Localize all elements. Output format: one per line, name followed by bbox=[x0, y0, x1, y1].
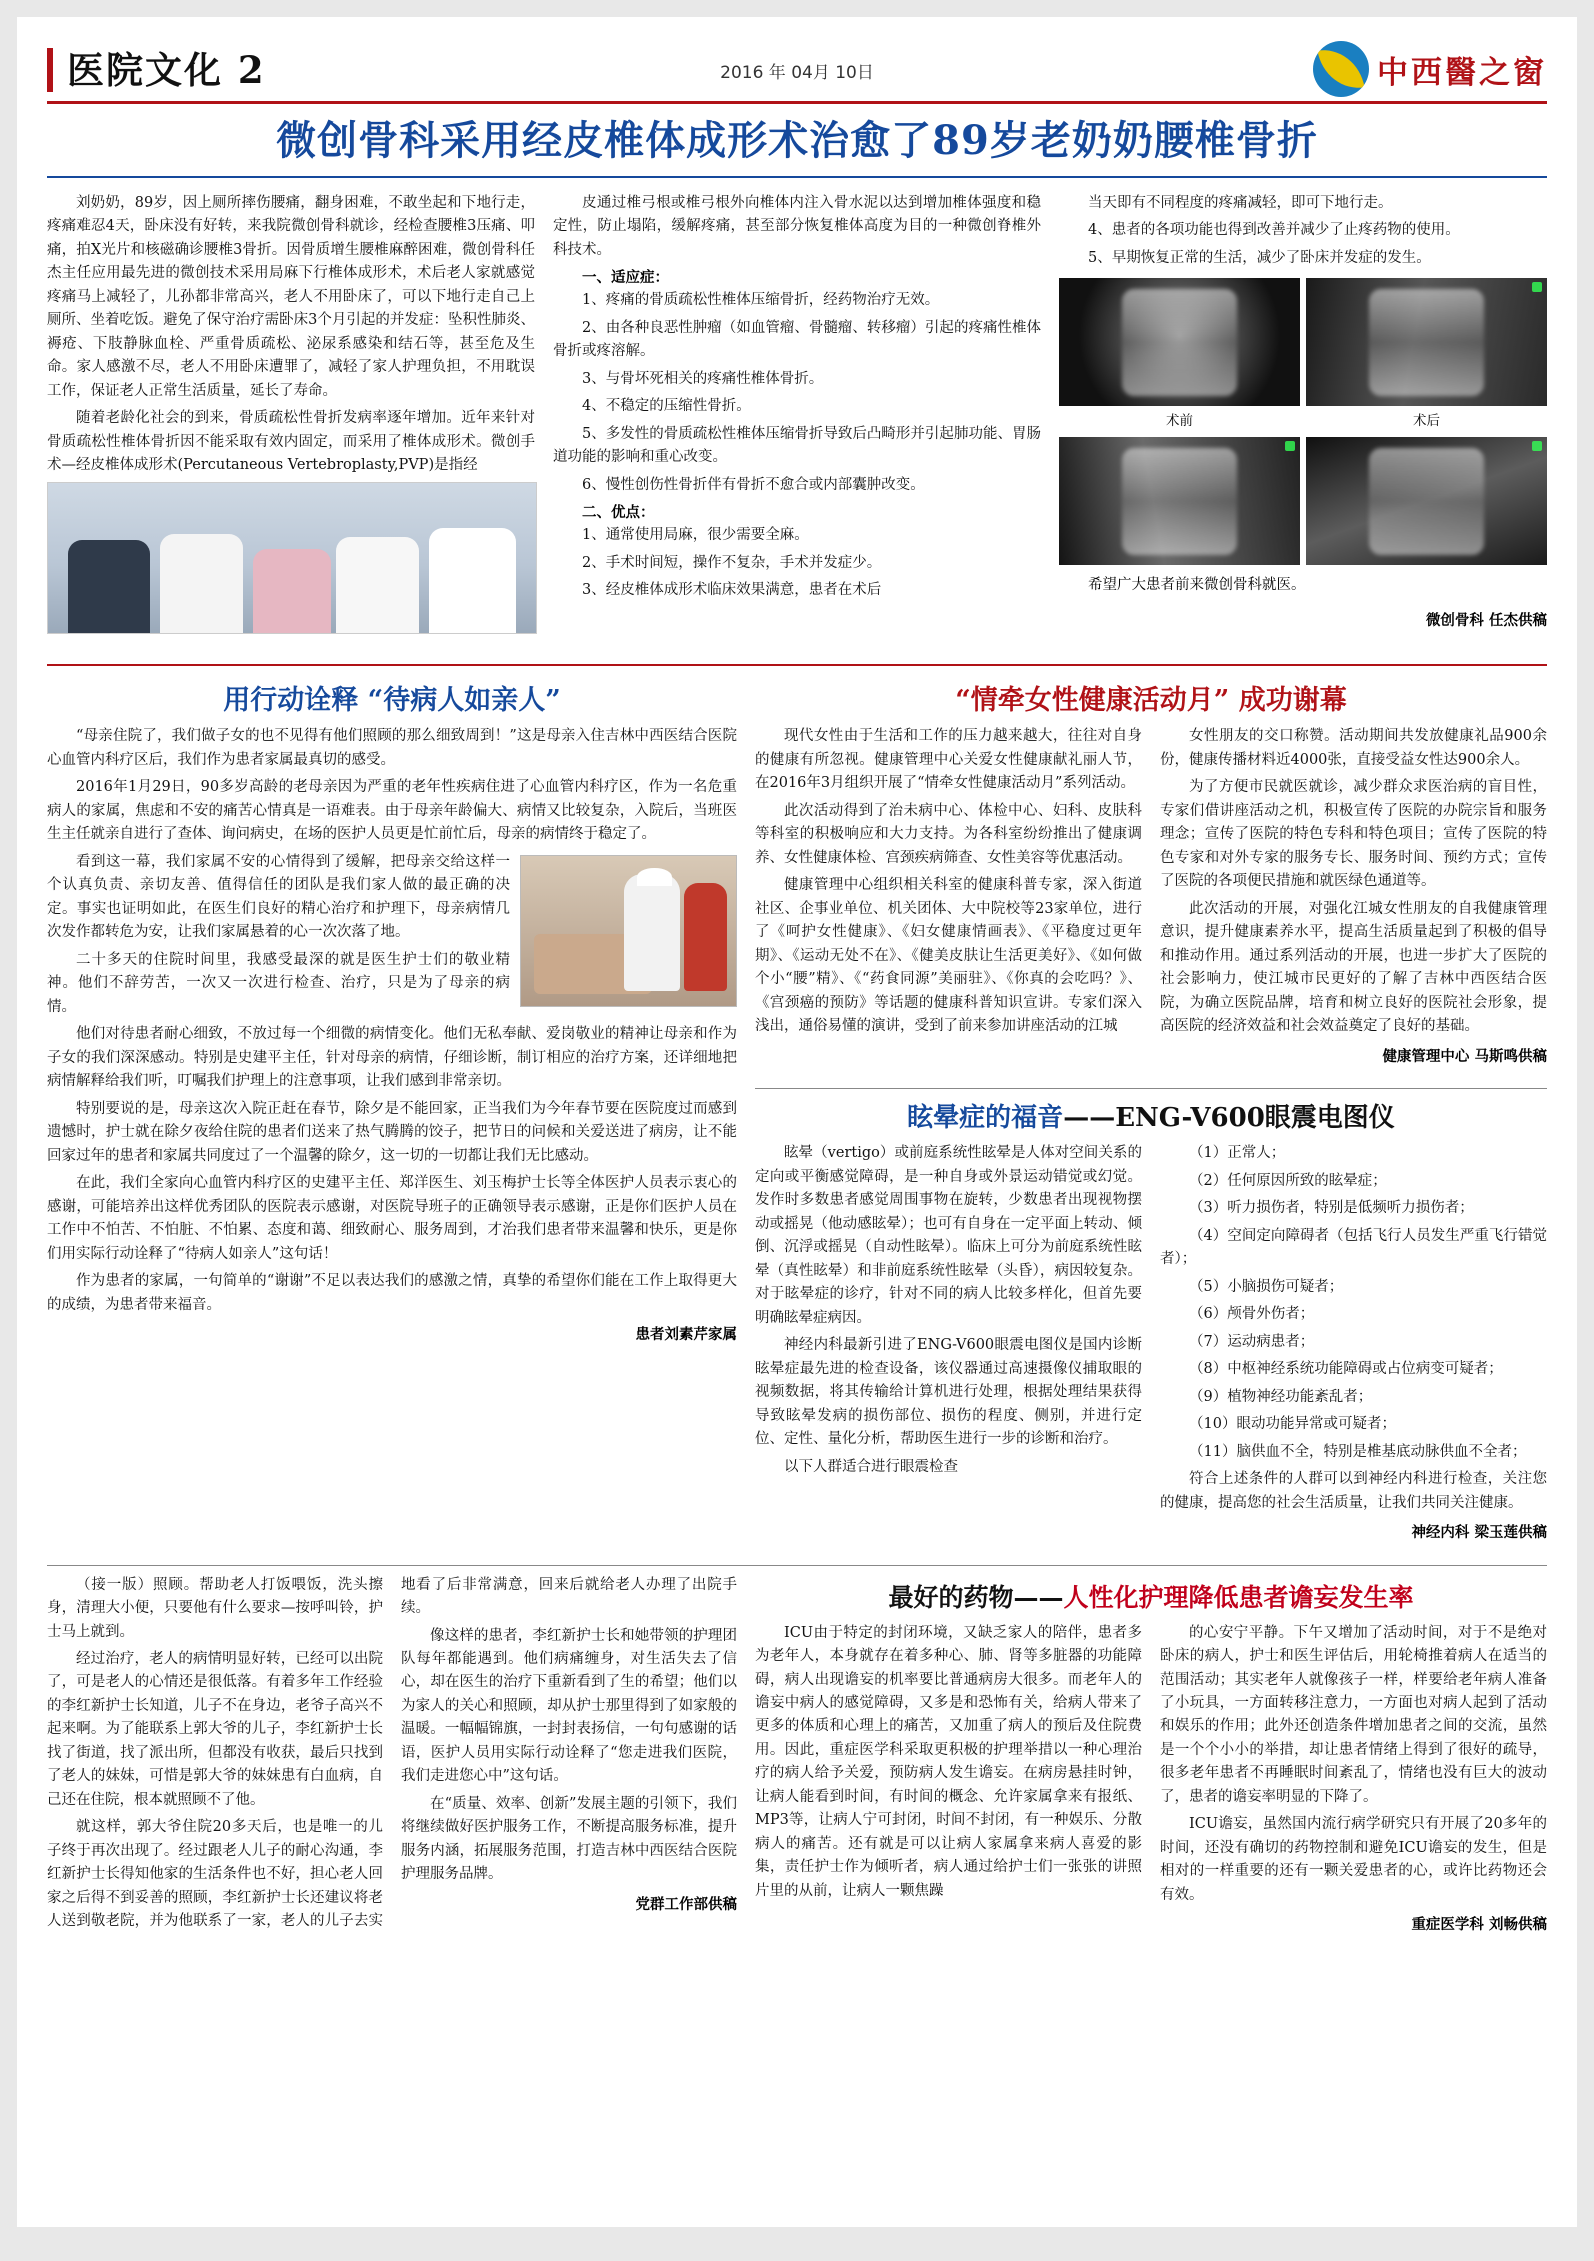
article-care bbox=[755, 1574, 1547, 1949]
main-article-col-3 bbox=[1059, 192, 1547, 644]
article-care-title-highlight: 人性化护理降低患者谵妄发生率 bbox=[1063, 1582, 1414, 1612]
paragraph: ICU由于特定的封闭环境，又缺乏家人的陪伴，患者多为老年人，本身就存在着多种心、肺、肾等多脏器的功能障碍，病人出现谵妄的机率要比普通病房大很多。而老年人的谵妄中病人的感觉障碍，又多是和恐怖有关，给病人带来了更多的体质和心理上的痛苦，又加重了病人的预后及住院费用。因此，重症医学科采取更积极的护理举措以一种心理治疗的病人给予关爱，预防病人发生谵妄。在病房悬挂时钟，让病人能看到时间，有时间的概念、允许家属拿来有报纸、MP3等，让病人宁可封闭，时间不封闭，有一种娱乐、分散病人的痛苦。还有就是可以让病人家属拿来病人喜爱的影集，责任护士作为倾听者，病人通过给护士们一张张的讲照片里的从前，让病人一颗焦躁 bbox=[755, 1624, 1142, 1899]
paragraph: 特别要说的是，母亲这次入院正赶在春节，除夕是不能回家，正当我们为今年春节要在医院度过而感到遗憾时，护士就在除夕夜给住院的患者们送来了热气腾腾的饺子，把节日的问候和关爱送进了病房，让不能回家过年的患者和家属共同度过了一个温馨的除夕，这一切的一切都让我们无比感动。 bbox=[47, 1100, 737, 1164]
subheading-indications: 一、适应症： bbox=[582, 269, 669, 287]
xray-image-lateral bbox=[1059, 437, 1300, 565]
article-byline: 健康管理中心 马斯鸣供稿 bbox=[1382, 1047, 1547, 1065]
paragraph: 健康管理中心组织相关科室的健康科普专家，深入街道社区、企事业单位、机关团体、大中院校等23家单位，进行了《呵护女性健康》、《妇女健康情画表》、《平稳度过更年期》、《运动无处不在》、《健美皮肤让生活更美好》、《如何做个小“腰”精》、《“药食同源”美丽驻》、《你真的会吃吗？》、《宫颈癌的预防》等话题的健康科普知识宣讲。专家们深入浅出，通俗易懂的演讲，受到了前来参加讲座活动的江城 bbox=[755, 877, 1142, 1035]
photo-figure bbox=[68, 540, 151, 633]
list-item: （9）植物神经功能紊乱者； bbox=[1189, 1388, 1373, 1405]
paragraph: 女性朋友的交口称赞。活动期间共发放健康礼品900余份，健康传播材料近4000张，直接受益女性达900余人。 bbox=[1160, 728, 1547, 768]
section-divider bbox=[47, 664, 1547, 666]
article-byline: 党群工作部供稿 bbox=[635, 1895, 737, 1913]
list-item: （8）中枢神经系统功能障碍或占位病变可疑者； bbox=[1189, 1361, 1503, 1378]
list-item: （11）脑供血不全，特别是椎基底动脉供血不全者； bbox=[1189, 1443, 1527, 1460]
swoosh-logo-icon bbox=[1313, 41, 1369, 97]
newspaper-page bbox=[17, 17, 1577, 2227]
article-care-col-2 bbox=[1160, 1622, 1547, 1949]
article-eng-body bbox=[755, 1142, 1547, 1556]
main-article bbox=[47, 192, 1547, 654]
article-women-body bbox=[755, 725, 1547, 1080]
middle-section bbox=[47, 674, 1547, 1556]
paragraph: 经过治疗，老人的病情明显好转，已经可以出院了，可是老人的心情还是很低落。有着多年工作经验的李红新护士长知道，儿子不在身边，老爷子高兴不起来啊。为了能联系上郭大爷的儿子，李红新护士长找了街道，找了派出所，但都没有收获，最后只找到了老人的妹妹，可惜是郭大爷的妹妹患有白血病，自己还在住院，根本就照顾不了他。 bbox=[47, 1650, 383, 1808]
paragraph: 在“质量、效率、创新”发展主题的引领下，我们将继续做好医护服务工作，不断提高服务标准，提升服务内涵，拓展服务范围，打造吉林中西医结合医院护理服务品牌。 bbox=[401, 1795, 737, 1883]
list-item: （4）空间定向障碍者（包括飞行人员发生严重飞行错觉者）； bbox=[1160, 1227, 1547, 1268]
article-care-col-1 bbox=[755, 1622, 1142, 1949]
article-eng-col-1 bbox=[755, 1142, 1142, 1556]
paragraph: ICU谵妄，虽然国内流行病学研究只有开展了20多年的时间，还没有确切的药物控制和避免ICU谵妄的发生，但是相对的一样重要的还有一颗关爱患者的心，或许比药物还会有效。 bbox=[1160, 1816, 1547, 1903]
article-care-title bbox=[755, 1578, 1547, 1614]
paragraph: 当天即有不同程度的疼痛减轻，即可下地行走。 bbox=[1088, 195, 1393, 211]
paragraph: “母亲住院了，我们做子女的也不见得有他们照顾的那么细致周到！”这是母亲入住吉林中西医结合医院心血管内科疗区后，我们作为患者家属最真切的感受。 bbox=[47, 728, 737, 768]
continued-lead: （接一版）照顾。帮助老人打饭喂饭，洗头擦身，清理大小便，只要他有什么要求—按呼叫铃，护士马上就到。 bbox=[47, 1576, 383, 1640]
paragraph: 2016年1月29日，90多岁高龄的老母亲因为严重的老年性疾病住进了心血管内科疗区，作为一名危重病人的家属，焦虑和不安的痛苦心情真是一语难表。由于母亲年龄偏大、病情又比较复杂，入院后，当班医生主任就亲自进行了查体、询问病史，在场的医护人员更是忙前忙后，母亲的病情终于稳定了。 bbox=[47, 779, 737, 843]
photo-figure bbox=[160, 534, 243, 633]
article-care-body bbox=[755, 1622, 1547, 1949]
photo-visitor-figure bbox=[684, 883, 727, 991]
paragraph: 在此，我们全家向心血管内科疗区的史建平主任、郑洋医生、刘玉梅护士长等全体医护人员表示衷心的感谢，可能培养出这样优秀团队的医院表示感谢，对医院导班子的正确领导表示感谢，正是你们医护人员在工作中不怕苦、不怕脏、不怕累、态度和蔼、细致耐心、服务周到，才治我们患者带来温馨和快乐，更是你们用实际行动诠释了“待病人如亲人”这句话！ bbox=[47, 1175, 737, 1262]
paragraph: 他们对待患者耐心细致，不放过每一个细微的病情变化。他们无私奉献、爱岗敬业的精神让母亲和作为子女的我们深深感动。特别是史建平主任，针对母亲的病情，仔细诊断，制订相应的治疗方案，还详细地把病情解释给我们听，叮嘱我们护理上的注意事项，让我们感到非常亲切。 bbox=[47, 1026, 737, 1090]
list-item: 6、慢性创伤性骨折伴有骨折不愈合或内部囊肿改变。 bbox=[582, 476, 925, 493]
article-eng-title bbox=[755, 1097, 1547, 1134]
caption-preop: 术前 bbox=[1166, 413, 1193, 430]
paragraph: 像这样的患者，李红新护士长和她带领的护理团队每年都能遇到。他们病痛缠身，对生活失去了信心，却在医生的治疗下重新看到了生的希望；他们以为家人的关心和照顾，却从护士那里得到了如家般的温暖。一幅幅锦旗，一封封表扬信，一句句感谢的话语，医护人员用实际行动诠释了“您走进我们医院，我们走进您心中”这句话。 bbox=[401, 1627, 737, 1785]
article-nurse bbox=[47, 674, 737, 1556]
article-byline: 神经内科 梁玉莲供稿 bbox=[1411, 1524, 1547, 1542]
publication-date: 2016 年 04月 10日 bbox=[720, 62, 874, 83]
xray-image-grid-2 bbox=[1059, 437, 1547, 565]
photo-figure bbox=[253, 549, 331, 633]
nurse-cap-icon bbox=[637, 868, 671, 886]
main-headline: 微创骨科采用经皮椎体成形术治愈了89岁老奶奶腰椎骨折 bbox=[47, 116, 1547, 178]
main-article-col-1 bbox=[47, 192, 535, 644]
paragraph: 二十多天的住院时间里，我感受最深的就是医生护士们的敬业精神。他们不辞劳苦，一次又一次进行检查、治疗，只是为了母亲的病情。 bbox=[47, 951, 510, 1015]
paragraph: 眩晕（vertigo）或前庭系统性眩晕是人体对空间关系的定向或平衡感觉障碍，是一种自身或外景运动错觉或幻觉。发作时多数患者感觉周围事物在旋转，少数患者出现视物摆动或摇晃（他动感眩晕）；也可有自身在一定平面上转动、倾倒、沉浮或摇晃（自动性眩晕）。临床上可分为前庭系统性眩晕（真性眩晕）和非前庭系统性眩晕（头昏），病因较复杂。对于眩晕症的诊疗，针对不同的病人比较多样化，但首先要明确眩晕症病因。 bbox=[755, 1145, 1142, 1326]
paragraph: 5、早期恢复正常的生活，减少了卧床并发症的发生。 bbox=[1088, 249, 1431, 266]
logo-wordmark: 中西醫之窗 bbox=[1377, 54, 1547, 91]
article-eng-title-main: 眩晕症的福音 bbox=[907, 1103, 1064, 1134]
list-item: （1）正常人； bbox=[1189, 1145, 1286, 1162]
article-eng-col-2 bbox=[1160, 1142, 1547, 1556]
bottom-section bbox=[47, 1574, 1547, 1949]
article-byline: 微创骨科 任杰供稿 bbox=[1425, 611, 1547, 629]
main-article-col-2 bbox=[553, 192, 1041, 644]
image-marker-icon bbox=[1532, 441, 1542, 451]
paragraph: 以下人群适合进行眼震检查 bbox=[784, 1458, 958, 1475]
article-women-title: “情牵女性健康活动月” 成功谢幕 bbox=[955, 685, 1347, 717]
promo-text: 希望广大患者前来微创骨科就医。 bbox=[1088, 577, 1306, 594]
paragraph: 刘奶奶，89岁，因上厕所摔伤腰痛，翻身困难，不敢坐起和下地行走，疼痛难忍4天，卧床没有好转，来我院微创骨科就诊，经检查腰椎3压痛、叩痛，拍X光片和核磁确诊腰椎3骨折。因骨质增生腰椎麻醉困难，微创骨科任杰主任应用最先进的微创技术采用局麻下行椎体成形术，术后老人家就感觉疼痛马上减轻了，儿孙都非常高兴，老人不用卧床了，可以下地行走自己上厕所、坐着吃饭。避免了保守治疗需卧床3个月引起的并发症：坠积性肺炎、褥疮、下肢静脉血栓、严重骨质疏松、泌尿系感染和结石等，甚至危及生命。家人感激不尽，老人不用卧床遭罪了，减轻了家人护理负担，不用耽误工作，保证老人正常生活质量，延长了寿命。 bbox=[47, 195, 535, 399]
paragraph: 此次活动的开展，对强化江城女性朋友的自我健康管理意识，提升健康素养水平，提高生活质量起到了积极的倡导和推动作用。通过系列活动的开展，也进一步扩大了医院的社会影响力，使江城市民更好的了解了吉林中西医结合医院，为确立医院品牌，培育和树立良好的医院社会形象，提高医院的经济效益和社会效益奠定了良好的基础。 bbox=[1160, 900, 1547, 1035]
paragraph: 随着老龄化社会的到来，骨质疏松性骨折发病率逐年增加。近年来针对骨质疏松性椎体骨折因不能采取有效内固定，而采用了椎体成形术。微创手术—经皮椎体成形术(Percutaneous Vertebroplasty,PVP)是指经 bbox=[47, 410, 535, 474]
ct-image-preop bbox=[1059, 278, 1300, 406]
photo-figure bbox=[336, 537, 419, 633]
paragraph: 4、患者的各项功能也得到改善并减少了止疼药物的使用。 bbox=[1088, 222, 1460, 239]
article-byline: 重症医学科 刘畅供稿 bbox=[1411, 1916, 1547, 1934]
caption-postop: 术后 bbox=[1413, 413, 1440, 430]
list-item: 2、手术时间短，操作不复杂，手术并发症少。 bbox=[582, 554, 882, 571]
nurse-and-patient-photo bbox=[520, 855, 737, 1007]
article-eng-title-sub: ——ENG-V600眼震电图仪 bbox=[1063, 1103, 1395, 1134]
list-item: 3、经皮椎体成形术临床效果满意，患者在术后 bbox=[582, 582, 882, 599]
paragraph: 现代女性由于生活和工作的压力越来越大，往往对自身的健康有所忽视。健康管理中心关爱女性健康献礼丽人节，在2016年3月组织开展了“情牵女性健康活动月”系列活动。 bbox=[755, 728, 1142, 792]
section-divider bbox=[47, 1565, 1547, 1566]
list-item: （3）听力损伤者，特别是低频听力损伤者； bbox=[1189, 1200, 1474, 1217]
list-item: 2、由各种良恶性肿瘤（如血管瘤、骨髓瘤、转移瘤）引起的疼痛性椎体骨折或疼溶解。 bbox=[553, 319, 1041, 360]
section-title: 医院文化 2 bbox=[47, 48, 266, 92]
paragraph: 皮通过椎弓根或椎弓根外向椎体内注入骨水泥以达到增加椎体强度和稳定性，防止塌陷，缓解疼痛，甚至部分恢复椎体高度为目的一种微创脊椎外科技术。 bbox=[553, 195, 1041, 258]
xray-image-grid bbox=[1059, 278, 1547, 406]
article-continue bbox=[47, 1574, 737, 1949]
paragraph: 的心安宁平静。下午又增加了活动时间，对于不是绝对卧床的病人，护士和医生评估后，用轮椅推着病人在适当的范围活动；其实老年人就像孩子一样，样要给老年病人准备了小玩具，一方面转移注意力，一方面也对病人起到了活动和娱乐的作用；此外还创造条件增加患者之间的交流，虽然是一个个小小的举措，却让患者情绪上得到了很好的疏导，很多老年患者不再睡眠时间紊乱了，情绪也没有巨大的波动了，患者的谵妄率明显的下降了。 bbox=[1160, 1624, 1547, 1805]
subheading-advantages: 二、优点： bbox=[582, 504, 655, 522]
xray-image-postop bbox=[1306, 278, 1547, 406]
article-women-col-2 bbox=[1160, 725, 1547, 1080]
image-marker-icon bbox=[1285, 441, 1295, 451]
article-byline: 患者刘素芹家属 bbox=[635, 1326, 737, 1344]
paragraph: 此次活动得到了治未病中心、体检中心、妇科、皮肤科等科室的积极响应和大力支持。为各科室纷纷推出了健康调养、女性健康体检、宫颈疾病筛查、女性美容等优惠活动。 bbox=[755, 802, 1142, 866]
list-item: （6）颅骨外伤者； bbox=[1189, 1306, 1315, 1323]
doctors-and-patient-photo bbox=[47, 482, 537, 634]
article-women-col-1 bbox=[755, 725, 1142, 1080]
list-item: 1、通常使用局麻，很少需要全麻。 bbox=[582, 527, 809, 544]
article-nurse-title: 用行动诠释 “待病人如亲人” bbox=[223, 685, 561, 717]
list-item: 3、与骨坏死相关的疼痛性椎体骨折。 bbox=[582, 370, 824, 387]
paragraph: 神经内科最新引进了ENG-V600眼震电图仪是国内诊断眩晕症最先进的检查设备，该仪器通过高速摄像仪捕取眼的视频数据，将其传输给计算机进行处理，根据处理结果获得导致眩晕发病的损伤部位、损伤的程度、侧别，并进行定位、定性、量化分析，帮助医生进行一步的诊断和治疗。 bbox=[755, 1337, 1142, 1448]
list-item: （10）眼动功能异常或可疑者； bbox=[1189, 1416, 1396, 1433]
list-item: （5）小脑损伤可疑者； bbox=[1189, 1278, 1344, 1295]
xray-captions bbox=[1059, 409, 1547, 429]
xray-image-ap bbox=[1306, 437, 1547, 565]
paragraph: 作为患者的家属，一句简单的“谢谢”不足以表达我们的感激之情，真挚的希望你们能在工作上取得更大的成绩，为患者带来福音。 bbox=[47, 1273, 737, 1313]
paragraph: 为了方便市民就医就诊，减少群众求医治病的盲目性，专家们借讲座活动之机，积极宣传了医院的办院宗旨和服务理念；宣传了医院的特色专科和特色项目；宣传了医院的特色专家和对外专家的服务专长、服务时间、预约方式；宣传了医院的各项便民措施和就医绿色通道等。 bbox=[1160, 779, 1547, 890]
paragraph: 符合上述条件的人群可以到神经内科进行检查，关注您的健康，提高您的社会生活质量，让我们共同关注健康。 bbox=[1160, 1471, 1547, 1511]
masthead-logo bbox=[1313, 41, 1547, 97]
photo-nurse-figure bbox=[624, 874, 680, 991]
paragraph: 看到这一幕，我们家属不安的心情得到了缓解，把母亲交给这样一个认真负责、亲切友善、值得信任的团队是我们家人做的最正确的决定。事实也证明如此，在医生们良好的精心治疗和护理下，母亲病情几次发作都转危为安，让我们家属悬着的心一次次落了地。 bbox=[47, 853, 510, 941]
list-item: （7）运动病患者； bbox=[1189, 1333, 1315, 1350]
photo-figure bbox=[429, 528, 517, 633]
list-item: 5、多发性的骨质疏松性椎体压缩骨折导致后凸畸形并引起肺功能、胃肠道功能的影响和重心改变。 bbox=[553, 425, 1041, 466]
section-divider bbox=[755, 1088, 1547, 1089]
list-item: （2）任何原因所致的眩晕症； bbox=[1189, 1172, 1387, 1189]
paragraph: 就这样，郭大爷住院20多天后，也是唯一的儿子终于再次出现了。经过跟老人儿子的耐心沟通，李红新护士长得知他家的生活条件也不好，担心老人回家之后得不到妥善的照顾，李红新护士长还建议将老人送到敬老院，并为他联系了一家，老人的儿子去实地看了后非常满意，回来后就给老人办理了出院手续。 bbox=[47, 1576, 737, 1930]
article-women-and-eng bbox=[755, 674, 1547, 1556]
article-care-title-prefix: 最好的药物—— bbox=[888, 1582, 1064, 1612]
list-item: 4、不稳定的压缩性骨折。 bbox=[582, 398, 751, 415]
image-marker-icon bbox=[1532, 282, 1542, 292]
list-item: 1、疼痛的骨质疏松性椎体压缩骨折，经药物治疗无效。 bbox=[582, 292, 940, 309]
masthead bbox=[47, 39, 1547, 104]
